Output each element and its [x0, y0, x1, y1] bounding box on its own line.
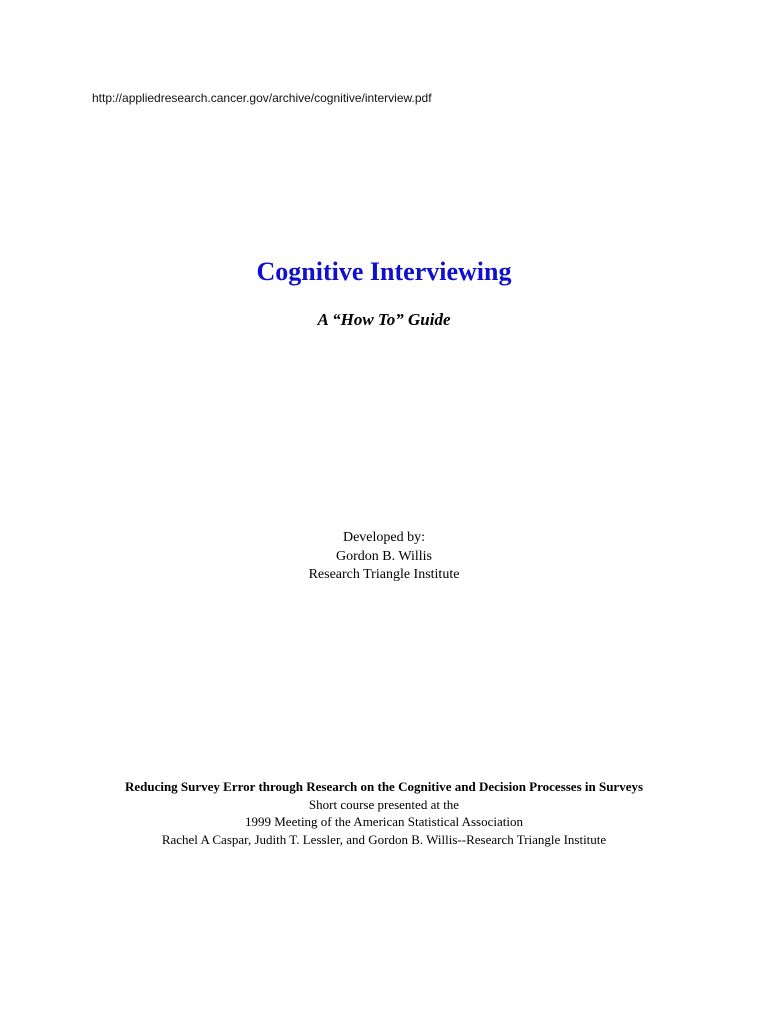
author-organization: Research Triangle Institute — [308, 567, 460, 582]
document-subtitle: A “How To” Guide — [317, 310, 451, 329]
course-line-1: Short course presented at the — [308, 796, 460, 812]
course-heading: Reducing Survey Error through Research on the Cognitive and Decision Processes in Surveys — [124, 779, 644, 794]
author-block — [0, 529, 768, 585]
course-line-3: Rachel A Caspar, Judith T. Lessler, and Gordon B. Willis--Research Triangle Institute — [161, 831, 607, 847]
course-info-block — [0, 778, 768, 848]
source-url: http://appliedresearch.cancer.gov/archive/cognitive/interview.pdf — [92, 91, 432, 105]
course-line-2: 1999 Meeting of the American Statistical Association — [244, 814, 523, 829]
developed-by-label: Developed by: — [342, 530, 426, 545]
author-name: Gordon B. Willis — [335, 548, 433, 564]
document-title: Cognitive Interviewing — [256, 257, 512, 286]
